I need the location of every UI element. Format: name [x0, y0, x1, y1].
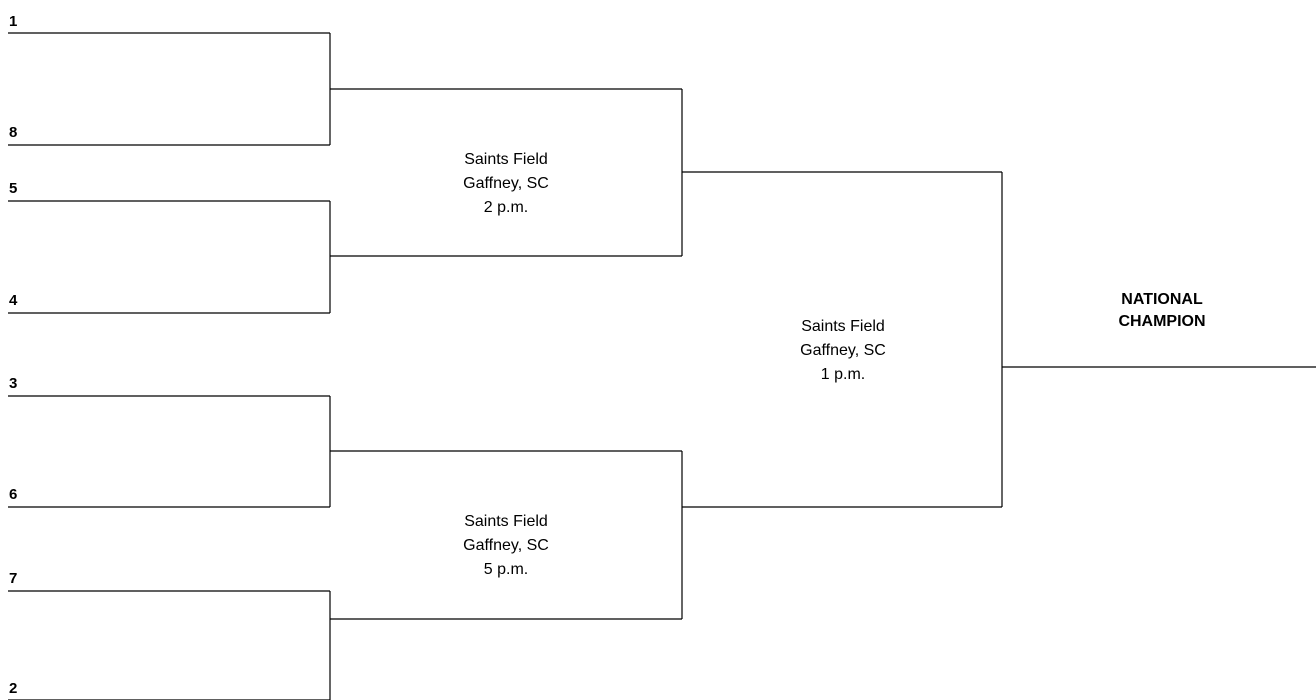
- champion-line-2: CHAMPION: [1118, 313, 1206, 330]
- venue-field: Saints Field: [464, 513, 548, 530]
- seed-label-7: 7: [9, 570, 18, 587]
- venue-time: 1 p.m.: [820, 366, 866, 383]
- venue-location: Gaffney, SC: [800, 342, 886, 359]
- venue-location: Gaffney, SC: [463, 537, 549, 554]
- venue-location: Gaffney, SC: [463, 175, 549, 192]
- final-venue: [743, 315, 943, 387]
- seed-label-5: 5: [9, 180, 18, 197]
- seed-label-3: 3: [9, 375, 18, 392]
- venue-time: 2 p.m.: [483, 199, 529, 216]
- seed-label-1: 1: [9, 13, 18, 30]
- champion-line-1: NATIONAL: [1121, 291, 1203, 308]
- seed-label-6: 6: [9, 486, 18, 503]
- venue-time: 5 p.m.: [483, 561, 529, 578]
- national-champion-label: [1062, 289, 1262, 333]
- semifinal-bottom-venue: [406, 510, 606, 582]
- seed-label-4: 4: [9, 292, 18, 309]
- venue-field: Saints Field: [464, 151, 548, 168]
- seed-label-8: 8: [9, 124, 18, 141]
- venue-field: Saints Field: [801, 318, 885, 335]
- semifinal-top-venue: [406, 148, 606, 220]
- seed-label-2: 2: [9, 680, 18, 697]
